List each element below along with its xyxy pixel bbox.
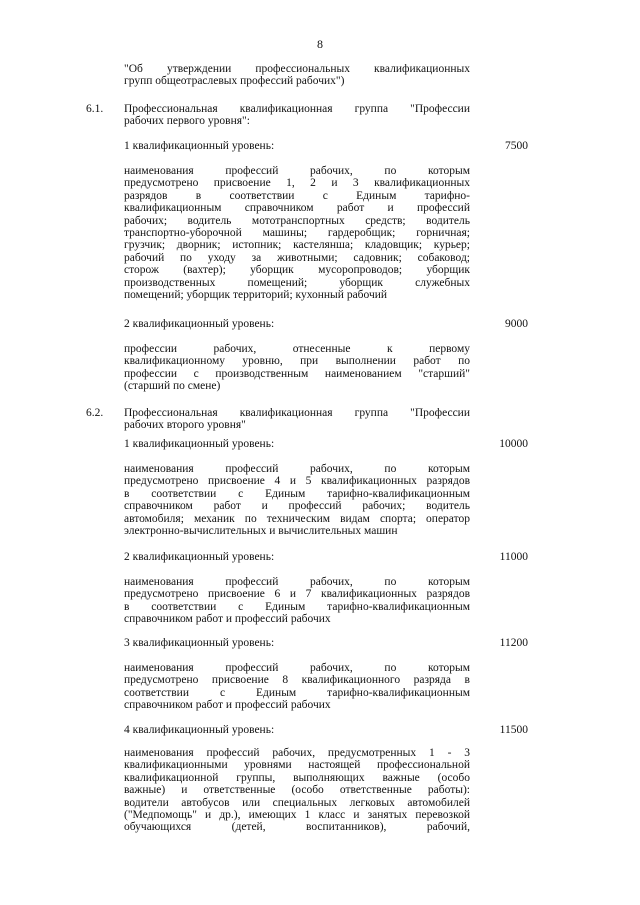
text-line: квалификационному уровню, при выполнении работ по xyxy=(124,355,470,368)
text-line: Профессиональная квалификационная группа "Профессии xyxy=(124,103,470,115)
salary-value: 9000 xyxy=(505,318,528,330)
group-title xyxy=(124,103,470,128)
text-line: грузчик; дворник; истопник; кастелянша; кладовщик; курьер; xyxy=(124,239,470,252)
intro-text xyxy=(124,63,470,88)
level-description xyxy=(124,165,470,301)
text-line: рабочий по уходу за животными; садовник; собаковод; xyxy=(124,251,470,264)
text-line: наименования профессий рабочих, по которым xyxy=(124,576,470,588)
text-line: квалификационными уровнями настоящей профессиональной xyxy=(124,759,470,772)
text-line: "Об утверждении профессиональных квалификационных xyxy=(124,63,470,75)
level-description xyxy=(124,747,470,834)
text-line: справочником работ и профессий рабочих xyxy=(124,699,331,712)
level-description xyxy=(124,463,470,537)
text-line: рабочих первого уровня": xyxy=(124,115,250,128)
group-number: 6.2. xyxy=(86,407,104,419)
level-description xyxy=(124,576,470,626)
text-line: (старший по смене) xyxy=(124,380,221,393)
salary-value: 11500 xyxy=(499,724,528,736)
text-line: квалификационной группы, выполняющих важные (особо xyxy=(124,771,470,784)
level-label: 3 квалификационный уровень: xyxy=(124,637,275,649)
text-line: транспортно-уборочной машины; гардеробщик; горничная; xyxy=(124,227,470,240)
group-title xyxy=(124,407,470,432)
level-description xyxy=(124,343,470,393)
level-label: 2 квалификационный уровень: xyxy=(124,318,275,330)
salary-value: 11200 xyxy=(499,637,528,649)
text-line: наименования профессий рабочих, предусмотренных 1 - 3 xyxy=(124,747,470,759)
text-line: обучающихся (детей, воспитанников), рабочий, xyxy=(124,821,470,834)
text-line: важные) и ответственные (особо ответственные работы): xyxy=(124,784,470,797)
text-line: соответствии с Единым тарифно-квалификационным xyxy=(124,686,470,699)
text-line: справочником работ и профессий рабочих xyxy=(124,613,331,626)
text-line: профессии с производственным наименованием "старший" xyxy=(124,367,470,380)
text-line: квалификационным справочником работ и профессий xyxy=(124,202,470,215)
text-line: наименования профессий рабочих, по которым xyxy=(124,662,470,674)
text-line: наименования профессий рабочих, по которым xyxy=(124,463,470,475)
salary-value: 10000 xyxy=(499,438,528,450)
text-line: водители автобусов или специальных легковых автомобилей xyxy=(124,796,470,809)
text-line: рабочих второго уровня" xyxy=(124,419,246,432)
level-label: 1 квалификационный уровень: xyxy=(124,140,275,152)
level-label: 2 квалификационный уровень: xyxy=(124,551,275,563)
text-line: наименования профессий рабочих, по которым xyxy=(124,165,470,177)
level-label: 4 квалификационный уровень: xyxy=(124,724,275,736)
level-label: 1 квалификационный уровень: xyxy=(124,438,275,450)
salary-value: 7500 xyxy=(505,140,528,152)
text-line: помещений; уборщик территорий; кухонный рабочий xyxy=(124,289,388,302)
text-line: в соответствии с Единым тарифно-квалификационным xyxy=(124,600,470,613)
text-line: сторож (вахтер); уборщик мусоропроводов; уборщик xyxy=(124,264,470,277)
text-line: разрядов в соответствии с Единым тарифно- xyxy=(124,189,470,202)
text-line: рабочих; водитель мототранспортных средств; водитель xyxy=(124,214,470,227)
text-line: производственных помещений; уборщик служебных xyxy=(124,276,470,289)
text-line: Профессиональная квалификационная группа "Профессии xyxy=(124,407,470,419)
page-number: 8 xyxy=(317,37,323,51)
text-line: справочником работ и профессий рабочих; водитель xyxy=(124,500,470,513)
text-line: ("Медпомощь" и др.), имеющих 1 класс и занятых перевозкой xyxy=(124,809,470,822)
salary-value: 11000 xyxy=(499,551,528,563)
text-line: предусмотрено присвоение 6 и 7 квалификационных разрядов xyxy=(124,588,470,601)
text-line: предусмотрено присвоение 4 и 5 квалификационных разрядов xyxy=(124,475,470,488)
text-line: автомобиля; механик по техническим видам спорта; оператор xyxy=(124,512,470,525)
text-line: предусмотрено присвоение 8 квалификационного разряда в xyxy=(124,674,470,687)
level-description xyxy=(124,662,470,712)
text-line: электронно-вычислительных и вычислительных машин xyxy=(124,525,398,538)
text-line: профессии рабочих, отнесенные к первому xyxy=(124,343,470,355)
text-line: предусмотрено присвоение 1, 2 и 3 квалификационных xyxy=(124,177,470,190)
group-number: 6.1. xyxy=(86,103,104,115)
text-line: в соответствии с Единым тарифно-квалификационным xyxy=(124,487,470,500)
text-line: групп общеотраслевых профессий рабочих") xyxy=(124,75,345,88)
